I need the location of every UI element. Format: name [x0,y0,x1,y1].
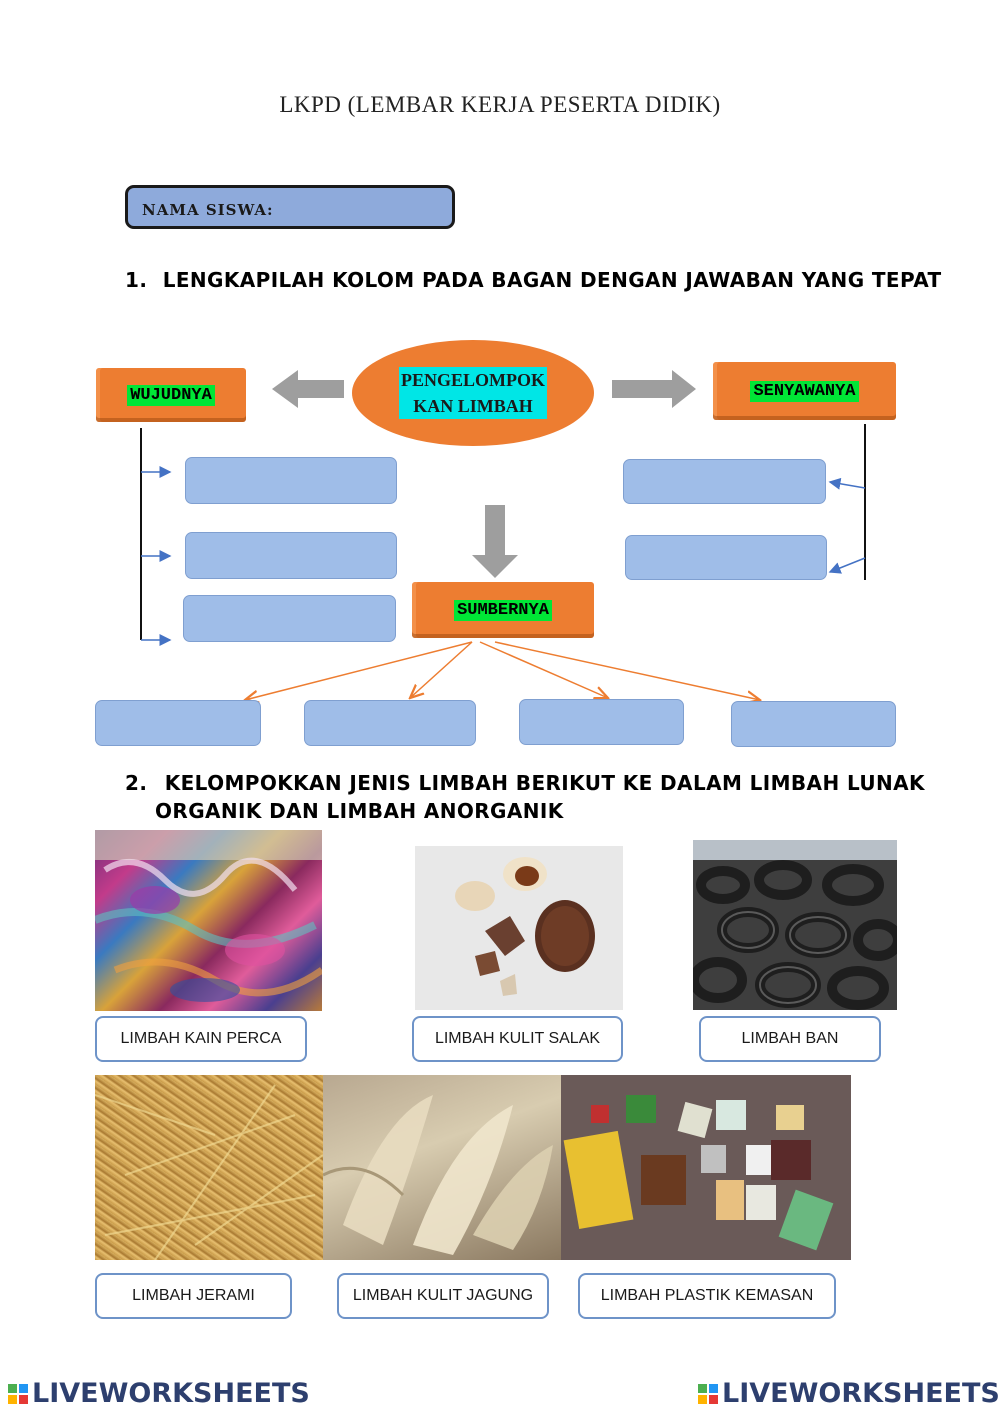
item-label-kulit-jagung[interactable] [337,1273,549,1319]
question-1-text: LENGKAPILAH KOLOM PADA BAGAN DENGAN JAWABAN YANG TEPAT [162,268,942,292]
item-label-kain-perca[interactable] [95,1016,307,1062]
liveworksheets-logo-icon [8,1384,28,1404]
student-name-label: NAMA SISWA: [142,201,274,219]
liveworksheets-logo-icon [698,1384,718,1404]
right-arrow-1 [830,482,865,488]
page-title: LKPD (LEMBAR KERJA PESERTA DIDIK) [279,92,721,117]
fabric-scraps-image [95,830,322,1011]
straw-image [95,1075,323,1260]
answer-wujud-1[interactable] [185,457,397,504]
center-label-line1: PENGELOMPOK [399,367,547,393]
category-wujudnya [96,368,246,422]
photo-kulit-salak [415,846,623,1010]
photo-ban [693,840,897,1010]
arrow-left-icon [272,370,344,408]
answer-senyawa-2[interactable] [625,535,827,580]
item-label-jerami-text: LIMBAH JERAMI [132,1287,255,1304]
right-arrow-2 [830,558,865,572]
answer-sumber-3[interactable] [519,699,684,745]
footer-brand-left: LIVEWORKSHEETS [32,1378,310,1409]
item-label-ban-text: LIMBAH BAN [741,1030,839,1047]
item-label-kulit-salak-text: LIMBAH KULIT SALAK [434,1030,601,1047]
source-arrow-4 [495,642,760,700]
answer-sumber-4[interactable] [731,701,896,747]
item-label-kulit-salak[interactable] [412,1016,623,1062]
photo-jerami [95,1075,323,1260]
footer-logo-right [698,1378,1000,1409]
tires-image [693,840,897,1010]
arrow-right-icon [612,370,696,408]
item-label-kulit-jagung-text: LIMBAH KULIT JAGUNG [352,1287,534,1304]
footer-logo-left [8,1378,310,1409]
item-label-ban[interactable] [699,1016,881,1062]
corn-husk-image [323,1075,561,1260]
photo-kulit-jagung [323,1075,561,1260]
category-sumbernya [412,582,594,638]
photo-plastik-kemasan [561,1075,851,1260]
answer-senyawa-1[interactable] [623,459,826,504]
center-label-line2: KAN LIMBAH [399,393,547,419]
item-label-plastik-kemasan[interactable] [578,1273,836,1319]
question-2-line2: ORGANIK DAN LIMBAH ANORGANIK [155,799,564,823]
center-ellipse [352,340,594,446]
item-label-kain-perca-text: LIMBAH KAIN PERCA [120,1030,282,1047]
salak-fruit-image [415,846,623,1010]
answer-sumber-2[interactable] [304,700,476,746]
item-label-jerami[interactable] [95,1273,292,1319]
question-2-line1: KELOMPOKKAN JENIS LIMBAH BERIKUT KE DALAM LIMBAH LUNAK [164,771,925,795]
footer-brand-right: LIVEWORKSHEETS [722,1378,1000,1409]
item-label-plastik-kemasan-text: LIMBAH PLASTIK KEMASAN [600,1287,814,1304]
source-arrow-3 [480,642,608,698]
category-wujudnya-label: WUJUDNYA [127,385,215,406]
question-2-heading [125,769,925,825]
answer-wujud-3[interactable] [183,595,396,642]
answer-sumber-1[interactable] [95,700,261,746]
source-arrow-1 [245,642,472,700]
question-1-number: 1. [125,268,148,292]
category-senyawanya [713,362,896,420]
category-sumbernya-label: SUMBERNYA [454,600,552,621]
arrow-down-icon [472,505,518,578]
question-2-number: 2. [125,771,148,795]
answer-wujud-2[interactable] [185,532,397,579]
photo-kain-perca [95,830,322,1011]
plastic-packaging-image [561,1075,851,1260]
category-senyawanya-label: SENYAWANYA [750,381,858,402]
